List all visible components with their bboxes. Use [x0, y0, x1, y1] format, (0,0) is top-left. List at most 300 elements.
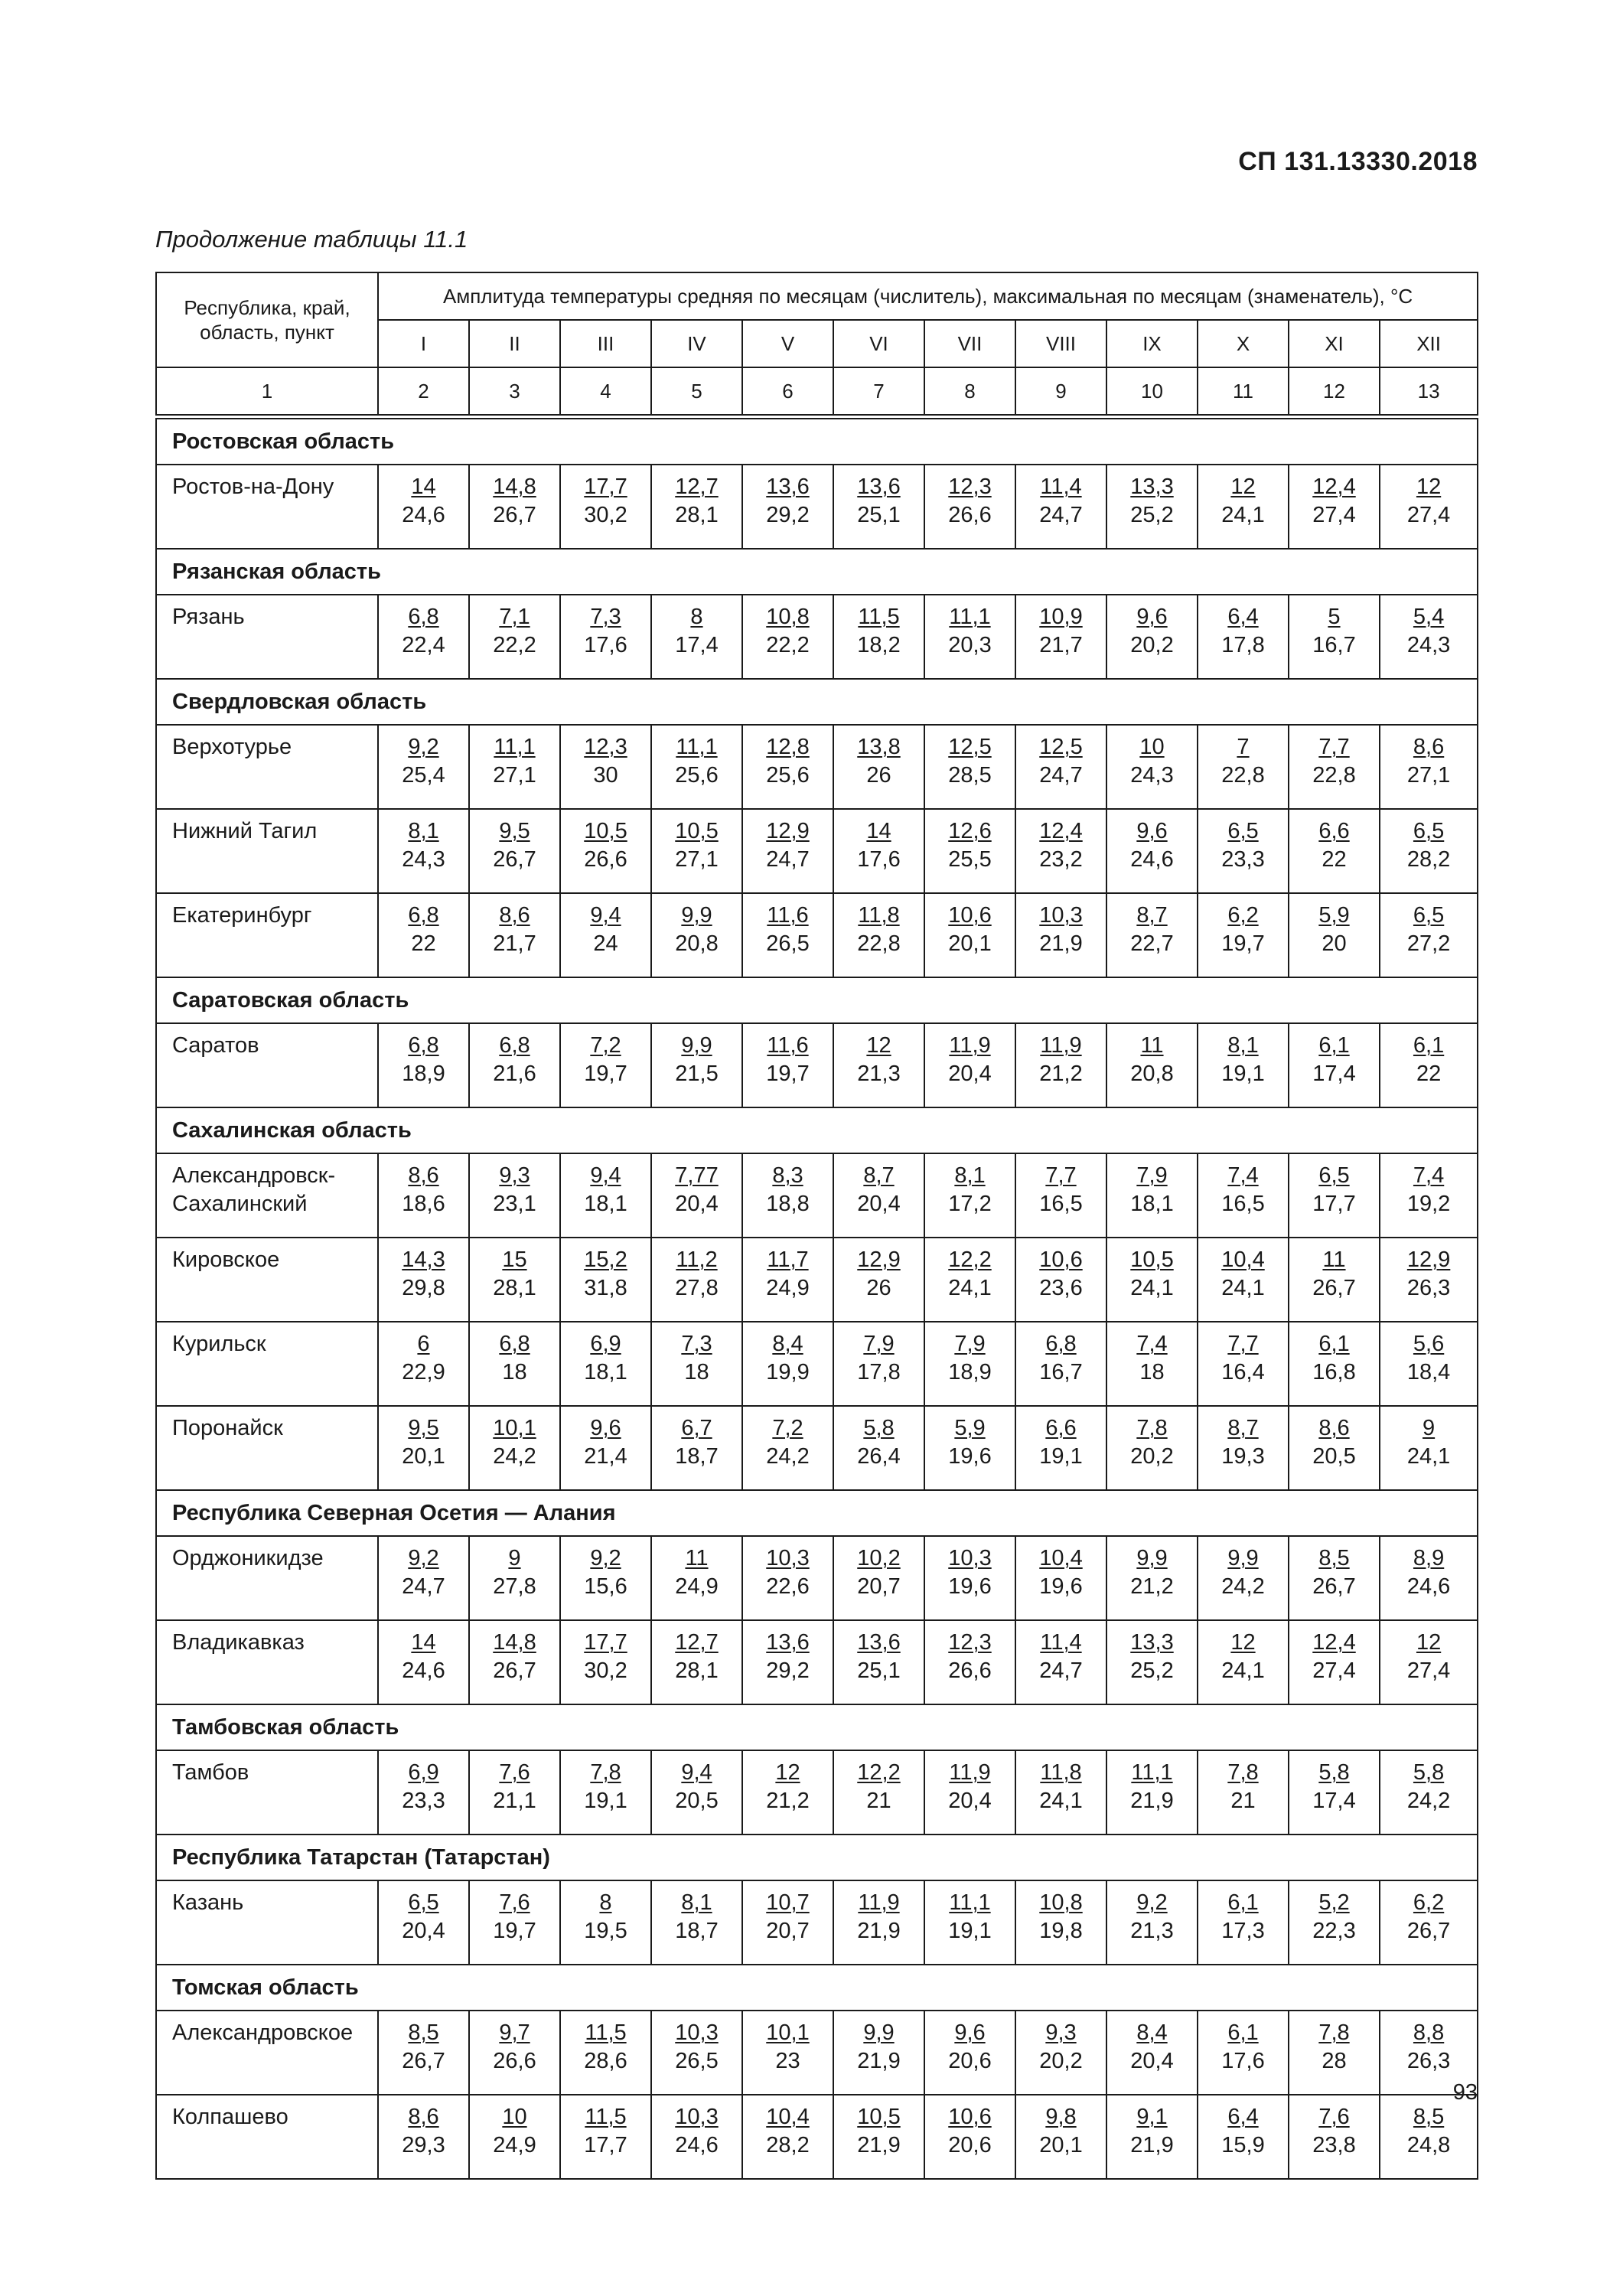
mean-amplitude: 7,9: [863, 1332, 895, 1356]
column-number: 11: [1198, 367, 1289, 415]
value-cell: [1198, 1536, 1289, 1620]
place-name-cell: [156, 1406, 378, 1490]
mean-amplitude: 12,4: [1312, 475, 1356, 499]
value-cell: [924, 2011, 1015, 2095]
value-cell: [378, 1238, 469, 1322]
mean-amplitude: 9,5: [499, 819, 530, 843]
max-amplitude: 25,2: [1130, 1658, 1174, 1683]
max-amplitude: 18,9: [948, 1360, 992, 1384]
max-amplitude: 28,2: [766, 2133, 810, 2157]
place-name-cell: [156, 1238, 378, 1322]
mean-amplitude: 9,6: [1136, 605, 1168, 629]
max-amplitude: 17,4: [675, 633, 719, 657]
mean-amplitude: 10,9: [1039, 605, 1083, 629]
value-cell: [1106, 1880, 1198, 1965]
max-amplitude: 27,8: [675, 1276, 719, 1300]
mean-amplitude: 9,2: [408, 735, 439, 759]
value-cell: [833, 1153, 924, 1238]
max-amplitude: 18,7: [675, 1444, 719, 1469]
month-header: I: [378, 320, 469, 367]
max-amplitude: 17,4: [1312, 1062, 1356, 1086]
value-cell: [378, 595, 469, 679]
value-cell: [1015, 1023, 1106, 1107]
value-cell: [924, 809, 1015, 893]
value-cell: [1289, 1750, 1380, 1835]
max-amplitude: 17,2: [948, 1192, 992, 1216]
value-cell: [1106, 465, 1198, 549]
value-cell: [1015, 725, 1106, 809]
value-cell: [469, 2095, 560, 2179]
mean-amplitude: 9,5: [408, 1416, 439, 1440]
max-amplitude: 19,3: [1221, 1444, 1265, 1469]
mean-amplitude: 7,3: [590, 605, 621, 629]
max-amplitude: 29,2: [766, 1658, 810, 1683]
place-name-cell: [156, 465, 378, 549]
value-cell: [1015, 1153, 1106, 1238]
value-cell: [469, 893, 560, 977]
region-heading: Республика Северная Осетия — Алания: [156, 1490, 1478, 1536]
value-cell: [560, 465, 651, 549]
mean-amplitude: 6,5: [1227, 819, 1259, 843]
max-amplitude: 24,9: [675, 1574, 719, 1599]
value-cell: [924, 1238, 1015, 1322]
table-row: [156, 465, 1478, 549]
value-cell: [1289, 2011, 1380, 2095]
max-amplitude: 20,1: [1039, 2133, 1083, 2157]
max-amplitude: 25,2: [1130, 503, 1174, 527]
place-name: Тамбов: [172, 1760, 249, 1785]
value-cell: [1198, 893, 1289, 977]
mean-amplitude: 6,8: [499, 1033, 530, 1058]
max-amplitude: 22,7: [1130, 931, 1174, 956]
mean-amplitude: 12: [775, 1760, 800, 1785]
max-amplitude: 28: [1322, 2049, 1347, 2073]
mean-amplitude: 7,4: [1413, 1163, 1445, 1188]
max-amplitude: 24,7: [1039, 763, 1083, 788]
max-amplitude: 19,6: [1039, 1574, 1083, 1599]
mean-amplitude: 5,9: [954, 1416, 986, 1440]
value-cell: [742, 1750, 833, 1835]
month-header: IV: [651, 320, 742, 367]
mean-amplitude: 7,8: [1227, 1760, 1259, 1785]
region-heading: Ростовская область: [156, 419, 1478, 465]
value-cell: [1198, 725, 1289, 809]
mean-amplitude: 10: [502, 2105, 527, 2129]
max-amplitude: 26,3: [1406, 2049, 1451, 2073]
max-amplitude: 25,4: [402, 763, 445, 788]
value-cell: [1198, 2095, 1289, 2179]
table-caption: Продолжение таблицы 11.1: [155, 226, 468, 253]
max-amplitude: 26: [866, 1276, 891, 1300]
mean-amplitude: 10,4: [1221, 1247, 1265, 1272]
place-name-cell: [156, 725, 378, 809]
value-cell: [833, 1023, 924, 1107]
mean-amplitude: 8,6: [408, 1163, 439, 1188]
value-cell: [651, 465, 742, 549]
max-amplitude: 21,2: [1039, 1062, 1083, 1086]
max-amplitude: 24,1: [1039, 1789, 1083, 1813]
place-name-cell: [156, 2011, 378, 2095]
region-row: [156, 1965, 1478, 2011]
max-amplitude: 20,4: [675, 1192, 719, 1216]
mean-amplitude: 12: [1416, 1630, 1442, 1655]
value-cell: [924, 1023, 1015, 1107]
place-name: Орджоникидзе: [172, 1546, 324, 1570]
mean-amplitude: 11,6: [767, 1033, 809, 1058]
value-cell: [560, 1750, 651, 1835]
value-cell: [833, 1238, 924, 1322]
mean-amplitude: 10,5: [584, 819, 627, 843]
header-amplitude: Амплитуда температуры средняя по месяцам (числитель), максимальная по месяцам (знаменатель), °С: [378, 272, 1478, 320]
mean-amplitude: 7,7: [1227, 1332, 1259, 1356]
mean-amplitude: 8,6: [408, 2105, 439, 2129]
mean-amplitude: 10,3: [766, 1546, 810, 1570]
mean-amplitude: 9,8: [1045, 2105, 1077, 2129]
column-number: 8: [924, 367, 1015, 415]
mean-amplitude: 7,7: [1318, 735, 1350, 759]
max-amplitude: 19,7: [766, 1062, 810, 1086]
value-cell: [833, 1620, 924, 1704]
max-amplitude: 30: [593, 763, 618, 788]
value-cell: [924, 893, 1015, 977]
max-amplitude: 29,8: [402, 1276, 445, 1300]
value-cell: [1015, 1880, 1106, 1965]
mean-amplitude: 12,9: [766, 819, 810, 843]
mean-amplitude: 11,9: [949, 1033, 991, 1058]
max-amplitude: 24,6: [402, 503, 445, 527]
value-cell: [1289, 1322, 1380, 1406]
mean-amplitude: 13,6: [857, 1630, 901, 1655]
value-cell: [560, 1536, 651, 1620]
value-cell: [469, 1750, 560, 1835]
table-row: [156, 893, 1478, 977]
mean-amplitude: 6,2: [1413, 1890, 1445, 1915]
place-name: Ростов-на-Дону: [172, 475, 334, 499]
value-cell: [1380, 1406, 1478, 1490]
mean-amplitude: 11,2: [676, 1247, 718, 1272]
value-cell: [742, 1023, 833, 1107]
max-amplitude: 20,3: [948, 633, 992, 657]
value-cell: [651, 1153, 742, 1238]
value-cell: [469, 1880, 560, 1965]
region-heading: Томская область: [156, 1965, 1478, 2011]
value-cell: [1015, 2095, 1106, 2179]
max-amplitude: 28,1: [493, 1276, 536, 1300]
mean-amplitude: 7,2: [772, 1416, 803, 1440]
max-amplitude: 24,1: [948, 1276, 992, 1300]
mean-amplitude: 8: [599, 1890, 612, 1915]
value-cell: [833, 1536, 924, 1620]
value-cell: [1289, 1620, 1380, 1704]
column-number: 13: [1380, 367, 1478, 415]
mean-amplitude: 12,3: [948, 1630, 992, 1655]
max-amplitude: 21,9: [1039, 931, 1083, 956]
max-amplitude: 21: [1230, 1789, 1256, 1813]
max-amplitude: 26,7: [1312, 1574, 1356, 1599]
max-amplitude: 23,3: [402, 1789, 445, 1813]
table-row: [156, 2011, 1478, 2095]
month-header: VII: [924, 320, 1015, 367]
mean-amplitude: 12: [1416, 475, 1442, 499]
max-amplitude: 24,2: [1406, 1789, 1451, 1813]
value-cell: [1380, 1153, 1478, 1238]
mean-amplitude: 6,6: [1045, 1416, 1077, 1440]
mean-amplitude: 10,7: [766, 1890, 810, 1915]
mean-amplitude: 15,2: [584, 1247, 627, 1272]
place-name-cell: [156, 1536, 378, 1620]
value-cell: [651, 2011, 742, 2095]
value-cell: [378, 1880, 469, 1965]
value-cell: [469, 1536, 560, 1620]
mean-amplitude: 7: [1237, 735, 1250, 759]
value-cell: [1106, 1620, 1198, 1704]
max-amplitude: 19,7: [1221, 931, 1265, 956]
value-cell: [560, 1238, 651, 1322]
mean-amplitude: 12: [1230, 475, 1256, 499]
max-amplitude: 28,2: [1406, 847, 1451, 872]
region-row: [156, 1107, 1478, 1153]
max-amplitude: 21,7: [1039, 633, 1083, 657]
max-amplitude: 21,9: [1130, 1789, 1174, 1813]
mean-amplitude: 12,4: [1039, 819, 1083, 843]
max-amplitude: 20,1: [402, 1444, 445, 1469]
page-number: 93: [1452, 2080, 1478, 2105]
value-cell: [924, 595, 1015, 679]
value-cell: [833, 809, 924, 893]
max-amplitude: 24,3: [402, 847, 445, 872]
header-region: Республика, край, область, пункт: [156, 272, 378, 367]
value-cell: [924, 465, 1015, 549]
mean-amplitude: 5,8: [1318, 1760, 1350, 1785]
value-cell: [560, 1153, 651, 1238]
climate-table: [155, 272, 1478, 2180]
value-cell: [651, 1620, 742, 1704]
value-cell: [469, 725, 560, 809]
column-number: 1: [156, 367, 378, 415]
value-cell: [1289, 595, 1380, 679]
max-amplitude: 17,6: [857, 847, 901, 872]
value-cell: [1015, 1322, 1106, 1406]
max-amplitude: 18: [1139, 1360, 1165, 1384]
value-cell: [1289, 809, 1380, 893]
max-amplitude: 26: [866, 763, 891, 788]
region-row: [156, 977, 1478, 1023]
max-amplitude: 22,2: [493, 633, 536, 657]
mean-amplitude: 13,6: [766, 1630, 810, 1655]
mean-amplitude: 6,5: [1318, 1163, 1350, 1188]
value-cell: [833, 893, 924, 977]
max-amplitude: 20,7: [766, 1919, 810, 1943]
value-cell: [833, 1880, 924, 1965]
max-amplitude: 16,7: [1312, 633, 1356, 657]
header-column-numbers-row: [156, 367, 1478, 415]
max-amplitude: 15,6: [584, 1574, 627, 1599]
value-cell: [469, 1620, 560, 1704]
mean-amplitude: 7,77: [675, 1163, 719, 1188]
max-amplitude: 27,4: [1406, 1658, 1451, 1683]
mean-amplitude: 8,6: [1413, 735, 1445, 759]
value-cell: [560, 725, 651, 809]
mean-amplitude: 6,8: [499, 1332, 530, 1356]
max-amplitude: 26,7: [1312, 1276, 1356, 1300]
table-row: [156, 1620, 1478, 1704]
max-amplitude: 22,8: [1221, 763, 1265, 788]
value-cell: [378, 1406, 469, 1490]
place-name-cell: [156, 809, 378, 893]
max-amplitude: 27,8: [493, 1574, 536, 1599]
value-cell: [1289, 1406, 1380, 1490]
value-cell: [1289, 1153, 1380, 1238]
mean-amplitude: 5,9: [1318, 903, 1350, 928]
max-amplitude: 20: [1322, 931, 1347, 956]
value-cell: [651, 2095, 742, 2179]
value-cell: [1380, 1023, 1478, 1107]
max-amplitude: 27,2: [1406, 931, 1451, 956]
max-amplitude: 24,2: [766, 1444, 810, 1469]
mean-amplitude: 10,6: [1039, 1247, 1083, 1272]
mean-amplitude: 9,9: [1227, 1546, 1259, 1570]
value-cell: [651, 1750, 742, 1835]
mean-amplitude: 11,1: [949, 605, 991, 629]
max-amplitude: 16,4: [1221, 1360, 1265, 1384]
place-name: Поронайск: [172, 1416, 283, 1440]
value-cell: [1015, 893, 1106, 977]
max-amplitude: 28,6: [584, 2049, 627, 2073]
mean-amplitude: 13,8: [857, 735, 901, 759]
max-amplitude: 22: [1322, 847, 1347, 872]
value-cell: [1106, 1750, 1198, 1835]
mean-amplitude: 11,1: [494, 735, 536, 759]
column-number: 9: [1015, 367, 1106, 415]
value-cell: [378, 893, 469, 977]
value-cell: [924, 725, 1015, 809]
value-cell: [742, 1880, 833, 1965]
max-amplitude: 24,6: [402, 1658, 445, 1683]
month-header: X: [1198, 320, 1289, 367]
max-amplitude: 19,2: [1406, 1192, 1451, 1216]
value-cell: [742, 1406, 833, 1490]
value-cell: [833, 725, 924, 809]
region-row: [156, 1490, 1478, 1536]
mean-amplitude: 10,2: [857, 1546, 901, 1570]
mean-amplitude: 12,3: [584, 735, 627, 759]
max-amplitude: 21,9: [857, 1919, 901, 1943]
region-row: [156, 1704, 1478, 1750]
place-name: Рязань: [172, 605, 245, 629]
max-amplitude: 20,4: [857, 1192, 901, 1216]
max-amplitude: 25,6: [766, 763, 810, 788]
value-cell: [1198, 1620, 1289, 1704]
max-amplitude: 19,8: [1039, 1919, 1083, 1943]
value-cell: [651, 1406, 742, 1490]
max-amplitude: 26,5: [675, 2049, 719, 2073]
max-amplitude: 24,1: [1221, 503, 1265, 527]
max-amplitude: 27,4: [1406, 503, 1451, 527]
value-cell: [1198, 1880, 1289, 1965]
place-name: Александровск-: [172, 1163, 336, 1188]
place-name: Колпашево: [172, 2105, 288, 2129]
mean-amplitude: 13,3: [1130, 475, 1174, 499]
mean-amplitude: 13,6: [766, 475, 810, 499]
value-cell: [378, 1536, 469, 1620]
value-cell: [833, 2095, 924, 2179]
value-cell: [1380, 893, 1478, 977]
mean-amplitude: 12,9: [857, 1247, 901, 1272]
place-name: Саратов: [172, 1033, 259, 1058]
mean-amplitude: 7,6: [1318, 2105, 1350, 2129]
max-amplitude: 17,6: [1221, 2049, 1265, 2073]
region-row: [156, 679, 1478, 725]
mean-amplitude: 10,8: [1039, 1890, 1083, 1915]
document-code: СП 131.13330.2018: [1238, 147, 1478, 176]
mean-amplitude: 9,9: [863, 2020, 895, 2045]
max-amplitude: 20,8: [675, 931, 719, 956]
mean-amplitude: 9,9: [1136, 1546, 1168, 1570]
mean-amplitude: 12,5: [1039, 735, 1083, 759]
max-amplitude: 22,8: [857, 931, 901, 956]
value-cell: [742, 1238, 833, 1322]
max-amplitude: 20,4: [1130, 2049, 1174, 2073]
mean-amplitude: 6,4: [1227, 2105, 1259, 2129]
mean-amplitude: 7,8: [1136, 1416, 1168, 1440]
value-cell: [1015, 1536, 1106, 1620]
max-amplitude: 17,4: [1312, 1789, 1356, 1813]
max-amplitude: 21,3: [857, 1062, 901, 1086]
max-amplitude: 23,2: [1039, 847, 1083, 872]
max-amplitude: 26,5: [766, 931, 810, 956]
value-cell: [560, 809, 651, 893]
value-cell: [1198, 1023, 1289, 1107]
column-number: 3: [469, 367, 560, 415]
mean-amplitude: 9,6: [1136, 819, 1168, 843]
value-cell: [924, 2095, 1015, 2179]
value-cell: [1289, 2095, 1380, 2179]
max-amplitude: 27,1: [493, 763, 536, 788]
mean-amplitude: 11,5: [585, 2020, 627, 2045]
mean-amplitude: 8,1: [954, 1163, 986, 1188]
mean-amplitude: 8,5: [408, 2020, 439, 2045]
mean-amplitude: 10,5: [675, 819, 719, 843]
max-amplitude: 20,6: [948, 2049, 992, 2073]
max-amplitude: 18,8: [766, 1192, 810, 1216]
mean-amplitude: 6,1: [1227, 2020, 1259, 2045]
max-amplitude: 18,2: [857, 633, 901, 657]
max-amplitude: 23: [775, 2049, 800, 2073]
place-name-cell: [156, 1322, 378, 1406]
mean-amplitude: 9,2: [590, 1546, 621, 1570]
mean-amplitude: 6,1: [1227, 1890, 1259, 1915]
mean-amplitude: 6,1: [1413, 1033, 1445, 1058]
value-cell: [651, 595, 742, 679]
value-cell: [742, 725, 833, 809]
max-amplitude: 19,7: [584, 1062, 627, 1086]
max-amplitude: 21,5: [675, 1062, 719, 1086]
column-number: 5: [651, 367, 742, 415]
mean-amplitude: 5: [1328, 605, 1341, 629]
mean-amplitude: 6,8: [1045, 1332, 1077, 1356]
mean-amplitude: 8,5: [1413, 2105, 1445, 2129]
mean-amplitude: 9,4: [590, 1163, 621, 1188]
max-amplitude: 18,4: [1406, 1360, 1451, 1384]
max-amplitude: 18: [502, 1360, 527, 1384]
max-amplitude: 17,8: [857, 1360, 901, 1384]
mean-amplitude: 14: [411, 475, 436, 499]
max-amplitude: 24,1: [1221, 1276, 1265, 1300]
mean-amplitude: 6,6: [1318, 819, 1350, 843]
value-cell: [1198, 1153, 1289, 1238]
value-cell: [378, 1153, 469, 1238]
mean-amplitude: 11,9: [949, 1760, 991, 1785]
